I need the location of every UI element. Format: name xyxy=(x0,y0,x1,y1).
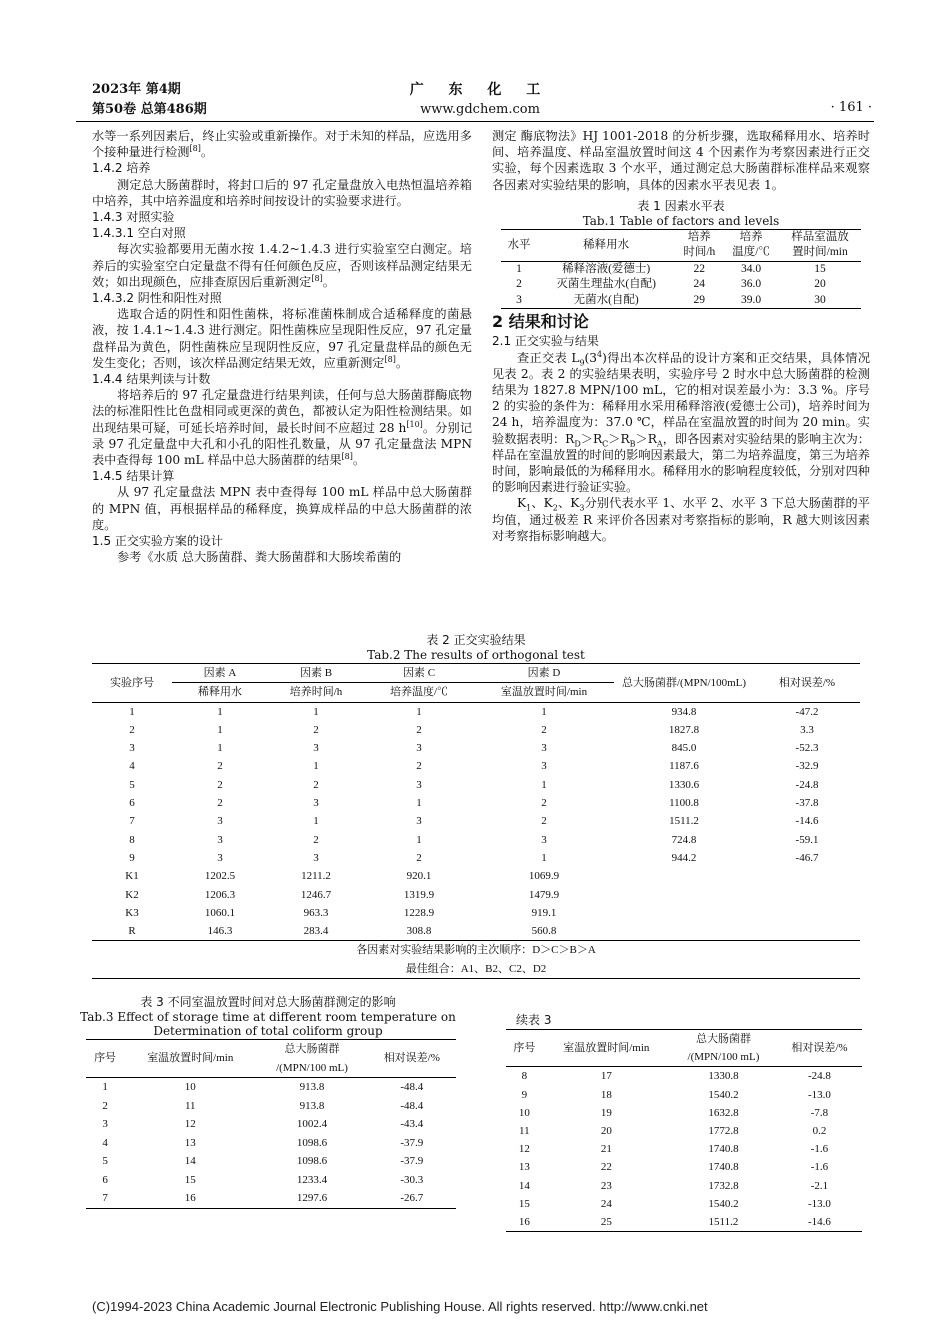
table-cell: 灭菌生理盐水(自配) xyxy=(556,278,656,291)
table-cell: 1511.2 xyxy=(669,815,699,828)
table-cell: 30 xyxy=(814,293,826,306)
table-cell: 6 xyxy=(129,797,135,810)
table-cell xyxy=(614,904,754,922)
table-cell: 1211.2 xyxy=(301,870,331,883)
table-cell: 1246.7 xyxy=(300,888,332,901)
table-cell: 3.3 xyxy=(800,723,814,736)
table-cell: 8 xyxy=(129,833,135,846)
table-cell: 1060.1 xyxy=(204,906,236,919)
table-cell: 3 xyxy=(129,742,135,755)
table-cell: 3 xyxy=(313,797,319,810)
table-row xyxy=(92,849,860,867)
table-cell: 1187.6 xyxy=(669,760,699,773)
table-cell: 1 xyxy=(416,797,422,810)
table-cell: 22 xyxy=(693,262,706,275)
table3-title-en: Tab.3 Effect of storage time at different room temperature on xyxy=(80,1010,456,1024)
table-cell: 1740.8 xyxy=(708,1143,739,1156)
table-cell: 2 xyxy=(102,1099,108,1112)
table-cell: 146.3 xyxy=(207,925,233,938)
paragraph: 将培养后的 97 孔定量盘进行结果判读，任何与总大肠菌群酶底物法的标准阳性比色盘相同或更深的黄色，都被认定为阳性检测结果。如出现结果可疑，可延长培养时间，最长时间不应超过 28 h[10]。分别记录 97 孔定量盘中大孔和小孔的阳性孔数量，从 97 孔定量盘法 MPN 表中查得每 100 mL 样品中总大肠菌群的结果[8]。 xyxy=(92,388,473,468)
table-cell: 1098.6 xyxy=(296,1155,328,1167)
table-cell: 3 xyxy=(541,742,547,755)
table-cell xyxy=(754,867,860,885)
table-row xyxy=(86,1134,456,1153)
table-cell: 3 xyxy=(313,742,319,755)
table-cell: 1 xyxy=(313,815,319,828)
table-cell: 36.0 xyxy=(741,278,762,291)
table-cell: 3 xyxy=(416,742,422,755)
table-cell: 24 xyxy=(693,278,706,291)
table-cell: 15 xyxy=(184,1173,196,1186)
table1 xyxy=(492,199,870,310)
table-cell: 963.3 xyxy=(303,906,329,919)
table3 xyxy=(78,995,458,1209)
table-cell: 34.0 xyxy=(741,262,762,275)
table-cell: -47.2 xyxy=(795,705,819,718)
section-heading: 1.4.4 结果判读与计数 xyxy=(92,372,211,387)
table-cell: 19 xyxy=(600,1106,612,1119)
table-row xyxy=(92,776,860,794)
table3-title-en-2: Determination of total coliform group xyxy=(153,1024,383,1038)
table-cell: 9 xyxy=(129,851,135,864)
section-heading: 1.5 正交实验方案的设计 xyxy=(92,534,223,549)
table-cell: 22 xyxy=(600,1161,612,1174)
table-cell: 5 xyxy=(102,1155,108,1167)
table-row xyxy=(92,812,860,830)
paragraph: 测定 酶底物法》HJ 1001-2018 的分析步骤，选取稀释用水、培养时间、培养温度、样品室温放置时间这 4 个因素作为考察因素进行正交实验，每个因素选取 3 个水平，通过测定总大肠菌群标准样品来观察各因素对实验结果的影响，具体的因素水平表见表 1。 xyxy=(492,129,870,192)
table-cell: 1 xyxy=(313,705,319,718)
table-cell: 2 xyxy=(129,723,135,736)
table-cell: 308.8 xyxy=(406,925,432,938)
col-header: 因素 A xyxy=(172,664,268,683)
table-cell: 7 xyxy=(102,1192,108,1204)
table-cell xyxy=(614,867,754,885)
col-header: 水平 xyxy=(507,238,531,251)
table-cell: 2 xyxy=(313,833,319,846)
section-heading: 1.4.2 培养 xyxy=(92,161,151,176)
table-row xyxy=(501,277,861,293)
table-cell: 1 xyxy=(313,760,319,773)
table-row xyxy=(506,1067,862,1086)
table-cell: K1 xyxy=(125,870,139,883)
table-cell: 913.8 xyxy=(299,1081,325,1093)
table-row xyxy=(506,1158,862,1176)
table-cell: 2 xyxy=(541,723,547,736)
table2-title: 表 2 正交实验结果 xyxy=(426,633,526,647)
table-cell: 1002.4 xyxy=(296,1118,328,1130)
paragraph: 查正交表 $L_9(3^4)$得出本次样品的设计方案和正交结果，具体情况见表 2。表 2 的实验结果表明，实验序号 2 时水中总大肠菌群的检测结果为 1827.8 MPN/100 mL，它的相对误差最小为：3.3 %。序号 2 的实验的条件为：稀释用水采用稀释溶液(爱德士公司)，培养时间为 24 h，培养温度为：37.0 ℃，样品在室温放置的时间为 20 min。实验数据表明：$R_D>R_C>R_B>R_A$，即各因素对实验结果的影响主次为：样品在室温放置的时间的影响因素最大，第二为培养温度，第三为培养时间，影响最低的为稀释用水。稀释用水的影响程度较低，分别对四种的影响因素进行验证实验。 xyxy=(492,349,871,495)
table-cell: 15 xyxy=(814,262,826,275)
header-rule xyxy=(76,121,874,122)
table-row xyxy=(92,904,860,922)
table-cell xyxy=(614,886,754,904)
table-cell: 3 xyxy=(516,293,522,306)
table-cell: -2.1 xyxy=(810,1179,829,1192)
table-cell: 1228.9 xyxy=(403,906,435,919)
table-cell: 2 xyxy=(416,723,422,736)
table-cell: 1827.8 xyxy=(668,723,700,736)
table-row xyxy=(92,831,860,849)
table-cell: -14.6 xyxy=(795,815,819,828)
table-row xyxy=(86,1189,456,1208)
section-heading: 1.4.5 结果计算 xyxy=(92,469,175,484)
table-cell: R xyxy=(128,925,136,938)
col-header: 序号 xyxy=(94,1052,117,1065)
table2-title-en: Tab.2 The results of orthogonal test xyxy=(367,648,585,662)
table-row xyxy=(501,261,861,277)
table-cell: 10 xyxy=(184,1081,196,1093)
table-cell xyxy=(754,904,860,922)
table-cell: -13.0 xyxy=(808,1197,831,1210)
table-cell: 2 xyxy=(416,851,422,864)
table-row xyxy=(506,1195,862,1213)
table-cell: -48.4 xyxy=(400,1099,424,1112)
table-cell: 1100.8 xyxy=(669,797,699,810)
paragraph: 选取合适的阴性和阳性菌株，将标准菌株制成合适稀释度的菌悬液，按 1.4.1~1.4.3 进行测定。阳性菌株应呈现阳性反应，97 孔定量盘样品为黄色，阴性菌株应呈现阴性反应，97 孔定量盘样品的颜色无发生变化；否则，该次样品测定结果无效，应重新测定[8]。 xyxy=(92,307,472,370)
table-cell: 3 xyxy=(416,778,422,791)
table3-cont-grid xyxy=(506,1029,862,1232)
section-heading: 1.4.3 对照实验 xyxy=(92,210,175,225)
paragraph: $K_1$、$K_2$、$K_3$分别代表水平 1、水平 2、水平 3 下总大肠菌群的平均值，通过极差 R 来评价各因素对考察指标的影响，R 越大则该因素对考察指标影响越大。 xyxy=(492,496,870,543)
table-cell: 18 xyxy=(600,1088,612,1101)
table-cell: 20 xyxy=(814,278,826,291)
table-cell: K2 xyxy=(125,888,139,901)
table3-continued xyxy=(506,1012,862,1232)
table-cell: 1297.6 xyxy=(296,1192,328,1204)
table-cell: 1 xyxy=(541,705,547,718)
col-header: 培养 温度/℃ xyxy=(732,230,770,259)
table-cell: 2 xyxy=(313,778,319,791)
table-cell: -52.3 xyxy=(795,742,819,755)
table-row xyxy=(506,1086,862,1104)
table-cell: 3 xyxy=(217,833,223,846)
table-cell: 17 xyxy=(600,1070,612,1083)
table-row xyxy=(506,1213,862,1232)
table-cell: 1319.9 xyxy=(403,888,435,901)
table-cell: 16 xyxy=(184,1192,196,1204)
table-cell: 1732.8 xyxy=(708,1179,739,1192)
table-cell: 2 xyxy=(516,278,522,291)
table-cell: 1 xyxy=(217,742,223,755)
table-cell: 24 xyxy=(600,1197,612,1210)
paragraph: 从 97 孔定量盘法 MPN 表中查得每 100 mL 样品中总大肠菌群的 MPN 值，再根据样品的稀释度，换算成样品的中总大肠菌群的浓度。 xyxy=(92,485,472,532)
table3-grid xyxy=(86,1039,456,1209)
table-cell: K3 xyxy=(125,906,139,919)
col-header: 相对误差/% xyxy=(791,1042,848,1055)
journal-website[interactable]: www.gdchem.com xyxy=(420,102,540,117)
table3-title: 表 3 不同室温放置时间对总大肠菌群测定的影响 xyxy=(140,995,396,1009)
table-row xyxy=(92,922,860,941)
table-row xyxy=(92,721,860,739)
table-cell: -13.0 xyxy=(808,1088,831,1101)
table-row xyxy=(86,1152,456,1171)
table-cell: -59.1 xyxy=(795,833,819,846)
table-cell: 845.0 xyxy=(671,742,697,755)
col-header: 培养 时间/h xyxy=(683,230,716,259)
paragraph: 参考《水质 总大肠菌群、粪大肠菌群和大肠埃希菌的 xyxy=(117,550,402,565)
table-cell: 919.1 xyxy=(531,906,557,919)
table-cell: 1330.6 xyxy=(668,778,700,791)
table-cell: 16 xyxy=(518,1216,530,1229)
table-cell: 25 xyxy=(600,1216,612,1229)
table-cell: 0.2 xyxy=(812,1125,827,1138)
table-cell: 2 xyxy=(217,778,223,791)
table-cell: 无菌水(自配) xyxy=(573,293,639,306)
table1-title: 表 1 因素水平表 xyxy=(637,198,725,213)
table-cell: -1.6 xyxy=(810,1161,829,1174)
table-cell: 21 xyxy=(600,1143,612,1156)
table-row xyxy=(92,757,860,775)
table-cell: 1098.6 xyxy=(296,1136,328,1149)
table-row xyxy=(506,1122,862,1140)
table-cell: 1740.8 xyxy=(708,1161,739,1174)
table-cell: 15 xyxy=(518,1197,530,1210)
table-cell: 14 xyxy=(184,1155,196,1167)
table-cell: 2 xyxy=(313,723,319,736)
table-row xyxy=(86,1115,456,1134)
table-cell: 1206.3 xyxy=(204,888,236,901)
year-issue: 2023年 第4期 xyxy=(92,82,181,97)
col-subheader: 稀释用水 xyxy=(198,686,242,699)
table-cell: 1 xyxy=(516,262,522,275)
table-cell: 1 xyxy=(541,778,547,791)
paragraph: 每次实验都要用无菌水按 1.4.2~1.4.3 进行实验室空白测定。培养后的实验室空白定量盘不得有任何颜色反应，否则该样品测定结果无效；如出现颜色，应排查原因后重新测定[8]。 xyxy=(92,242,472,289)
table-cell: 12 xyxy=(518,1143,530,1156)
col-header: 稀释用水 xyxy=(583,238,630,251)
table-cell: 1069.9 xyxy=(528,870,560,883)
col-header: 相对误差/% xyxy=(383,1052,440,1065)
paragraph: 测定总大肠菌群时，将封口后的 97 孔定量盘放入电热恒温培养箱中培养，其中培养温度和培养时间按设计的实验要求进行。 xyxy=(92,177,472,208)
table-cell: 2 xyxy=(217,760,223,773)
journal-name: 广 东 化 工 xyxy=(409,82,551,98)
col-header: 相对误差/% xyxy=(778,676,836,689)
table-cell: 9 xyxy=(521,1088,528,1101)
section-heading: 1.4.3.2 阴性和阳性对照 xyxy=(92,291,222,306)
col-header: 室温放置时间/min xyxy=(563,1042,650,1055)
table-cell: -48.4 xyxy=(400,1081,424,1093)
table1-title-en: Tab.1 Table of factors and levels xyxy=(582,213,780,228)
table-cell: 560.8 xyxy=(531,925,557,938)
table3-cont-title: 续表 3 xyxy=(516,1013,552,1027)
table-cell: 2 xyxy=(541,815,547,828)
table-cell: 8 xyxy=(521,1070,528,1083)
col-header: 总大肠菌群 /(MPN/100 mL) xyxy=(687,1033,760,1064)
table-row xyxy=(501,293,861,309)
table-cell: 1 xyxy=(217,705,223,718)
table-cell: 1772.8 xyxy=(708,1125,739,1138)
table2 xyxy=(92,633,860,979)
table-cell: 1 xyxy=(217,723,223,736)
table-cell: 1511.2 xyxy=(708,1216,739,1229)
col-header: 因素 C xyxy=(364,664,474,683)
table-row xyxy=(86,1171,456,1190)
table-cell: 4 xyxy=(102,1136,108,1149)
table-cell: 1202.5 xyxy=(204,870,236,883)
table-cell xyxy=(614,922,754,941)
table-row xyxy=(506,1177,862,1195)
table-cell: 3 xyxy=(313,851,319,864)
table-cell: 3 xyxy=(217,815,223,828)
table-cell: 2 xyxy=(541,797,547,810)
col-subheader: 室温放置时间/min xyxy=(500,686,588,699)
table-cell: 1 xyxy=(129,705,135,718)
table-cell: 6 xyxy=(102,1173,108,1186)
table-cell: 5 xyxy=(129,778,135,791)
table-cell: 11 xyxy=(519,1125,530,1138)
table-cell: 934.8 xyxy=(671,705,697,718)
table-cell: 1 xyxy=(102,1081,108,1093)
section-heading: 2.1 正交实验与结果 xyxy=(492,334,599,349)
col-header: 样品室温放 置时间/min xyxy=(791,230,849,259)
table-cell: 2 xyxy=(416,760,422,773)
table-cell: 920.1 xyxy=(406,870,432,883)
table-row xyxy=(92,702,860,721)
table2-note: 各因素对实验结果影响的主次顺序：D＞C＞B＞A xyxy=(356,944,596,957)
left-column xyxy=(92,128,472,565)
table-cell: 14 xyxy=(518,1179,530,1192)
col-subheader: 培养时间/h xyxy=(289,686,343,699)
table-cell: 724.8 xyxy=(671,833,697,846)
table-cell: 10 xyxy=(518,1106,530,1119)
copyright-footer: (C)1994-2023 China Academic Journal Electronic Publishing House. All rights reserved. http://www.cnki.net xyxy=(92,1299,708,1314)
table-cell xyxy=(754,886,860,904)
col-header: 因素 B xyxy=(268,664,364,683)
table-cell: -37.8 xyxy=(795,797,819,810)
table-row xyxy=(92,867,860,885)
table-cell: -46.7 xyxy=(795,851,819,864)
table-cell xyxy=(754,922,860,941)
col-header: 总大肠菌群/(MPN/100mL) xyxy=(621,676,747,689)
table-cell: -30.3 xyxy=(400,1173,424,1186)
issue-info xyxy=(92,80,207,120)
col-subheader: 培养温度/℃ xyxy=(389,686,449,699)
table-cell: 1540.2 xyxy=(708,1088,739,1101)
table-row xyxy=(92,886,860,904)
table-cell: 12 xyxy=(184,1118,196,1130)
table-cell: 2 xyxy=(217,797,223,810)
col-header: 因素 D xyxy=(474,664,614,683)
table-cell: 944.2 xyxy=(671,851,697,864)
table-cell: 13 xyxy=(518,1161,530,1174)
table-cell: 29 xyxy=(693,293,706,306)
table1-grid xyxy=(501,229,861,310)
table-row xyxy=(92,794,860,812)
table-cell: -24.8 xyxy=(808,1070,831,1083)
table-cell: 1 xyxy=(416,705,422,718)
table-cell: 3 xyxy=(102,1118,108,1130)
table-cell: -43.4 xyxy=(400,1118,424,1130)
table-cell: 23 xyxy=(600,1179,612,1192)
table-cell: 3 xyxy=(541,833,547,846)
right-column xyxy=(492,128,870,544)
table-cell: -32.9 xyxy=(795,760,819,773)
table-cell: 4 xyxy=(129,760,135,773)
table-cell: 283.4 xyxy=(303,925,329,938)
table2-grid xyxy=(92,663,860,979)
table-cell: 1632.8 xyxy=(708,1106,739,1119)
journal-header xyxy=(380,80,580,120)
table-cell: -14.6 xyxy=(808,1216,831,1229)
table-cell: 1479.9 xyxy=(528,888,560,901)
table-cell: 1233.4 xyxy=(296,1173,328,1186)
table-cell: 1330.8 xyxy=(708,1070,739,1083)
page-number: · 161 · xyxy=(830,100,872,115)
col-header: 总大肠菌群 /(MPN/100 mL) xyxy=(276,1043,348,1074)
table-cell: 3 xyxy=(217,851,223,864)
table-cell: -24.8 xyxy=(795,778,819,791)
table-cell: 11 xyxy=(184,1099,196,1112)
volume-info: 第50卷 总第486期 xyxy=(92,102,207,117)
table-row xyxy=(506,1140,862,1158)
table-row xyxy=(92,739,860,757)
table-cell: 1540.2 xyxy=(708,1197,739,1210)
table-cell: -37.9 xyxy=(400,1155,424,1167)
table-cell: 13 xyxy=(184,1136,196,1149)
table-row xyxy=(86,1097,456,1116)
section-heading: 2 结果和讨论 xyxy=(492,312,589,332)
table-cell: 1 xyxy=(541,851,547,864)
table2-note: 最佳组合：A1、B2、C2、D2 xyxy=(405,962,547,975)
table-cell: 7 xyxy=(129,815,135,828)
table-cell: -26.7 xyxy=(400,1192,424,1204)
table-cell: 稀释溶液(爱德士) xyxy=(562,262,651,275)
paragraph: 水等一系列因素后，终止实验或重新操作。对于未知的样品，应选用多个接种量进行检测[8]。 xyxy=(92,129,472,160)
table-cell: 20 xyxy=(600,1125,612,1138)
table-row xyxy=(506,1104,862,1122)
table-row xyxy=(86,1078,456,1097)
col-header: 室温放置时间/min xyxy=(147,1052,234,1065)
table-cell: -7.8 xyxy=(810,1106,829,1119)
table-cell: 3 xyxy=(416,815,422,828)
table-cell: -1.6 xyxy=(810,1143,829,1156)
col-header: 实验序号 xyxy=(110,676,154,689)
col-header: 序号 xyxy=(513,1042,536,1055)
table-cell: 913.8 xyxy=(299,1099,325,1112)
table-cell: -37.9 xyxy=(400,1136,424,1149)
table-cell: 39.0 xyxy=(741,293,762,306)
table-cell: 3 xyxy=(541,760,547,773)
table-cell: 1 xyxy=(416,833,422,846)
section-heading: 1.4.3.1 空白对照 xyxy=(92,226,186,241)
